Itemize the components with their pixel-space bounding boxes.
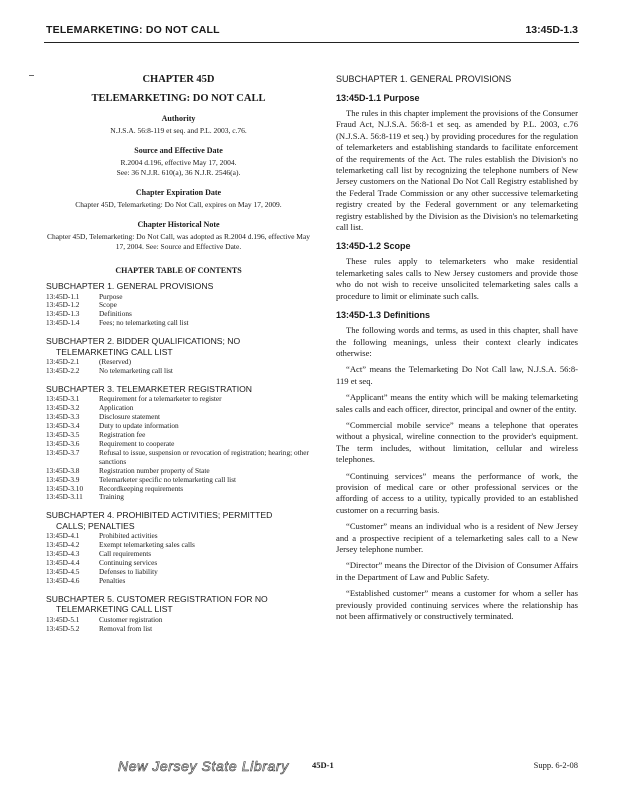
toc-entry-number: 13:45D-5.1: [46, 614, 80, 624]
toc-entry-title: Defenses to liability: [99, 566, 158, 576]
toc-entry-title: Duty to update information: [99, 421, 179, 431]
toc-entry: [46, 422, 311, 431]
authority-text: N.J.S.A. 56:8-119 et seq. and P.L. 2003, c.76.: [110, 126, 247, 135]
toc-entry-title: Recordkeeping requirements: [99, 483, 184, 493]
toc-section-list: [46, 358, 311, 376]
toc-entry-title: Exempt telemarketing sales calls: [99, 540, 195, 550]
toc-entry-number: 13:45D-3.2: [46, 403, 80, 413]
expiration-text: Chapter 45D, Telemarketing: Do Not Call, expires on May 17, 2009.: [75, 200, 282, 209]
toc-subchapter-title: [46, 281, 311, 292]
definition-paragraph: “Established customer” means a customer for whom a seller has previously provided continuing services where the relationship has not been affirmatively or constructively terminated.: [336, 588, 578, 622]
toc-entry-title: Requirement to cooperate: [99, 438, 175, 448]
toc-entry-number: 13:45D-4.1: [46, 531, 80, 541]
toc-entry-number: 13:45D-3.1: [46, 394, 80, 404]
toc-entry-title: No telemarketing call list: [99, 366, 173, 376]
toc-subchapter-title-line: SUBCHAPTER 2. BIDDER QUALIFICATIONS; NO: [46, 336, 241, 347]
toc-section-list: [46, 532, 311, 585]
toc-entry: [46, 293, 311, 302]
toc-entry-title: Scope: [99, 300, 117, 310]
header-rule: [44, 42, 579, 43]
toc-subchapter-title: [46, 510, 311, 531]
chapter-title: TELEMARKETING: DO NOT CALL: [91, 93, 266, 104]
margin-mark: [29, 75, 34, 76]
toc-subchapter-title-continued: TELEMARKETING CALL LIST: [56, 346, 173, 357]
section-text-purpose: The rules in this chapter implement the provisions of the Consumer Fraud Act, N.J.S.A. 56:8-1 et seq. as amended by P.L. 2003, c.76 (N.J.S.A. 56:8-119 et seq.) by providing procedures for the regulation of telemarketers and establishing standards to facilitate enforcement of the requirements of the Act. The rules establish the Division's no telemarketing call list by recognizing the telephone numbers of New Jersey customers on the National Do Not Call Registry established by the Federal Trade Commission or any other successive telemarketing registry created by the Federal government or any telemarketing registry established by the Division as the Division's no telemarketing call list.: [336, 108, 578, 233]
running-header-title: TELEMARKETING: DO NOT CALL: [46, 24, 220, 36]
toc-entry-title: Registration fee: [99, 430, 146, 440]
toc-entry-title: Removal from list: [99, 623, 153, 633]
page-number: 45D-1: [312, 760, 334, 770]
toc-entry-title: Prohibited activities: [99, 531, 158, 541]
toc-entry-title: Refusal to issue, suspension or revocation of registration; hearing; other sanctions: [99, 447, 309, 466]
toc-entry-title: Training: [99, 492, 124, 502]
definition-paragraph: “Commercial mobile service” means a telephone that operates without a physical, wireline connection to the provider's equipment. The term includes, without limitation, cellular and wireless telephones.: [336, 419, 578, 465]
toc-entry-number: 13:45D-4.6: [46, 575, 80, 585]
toc-entry: [46, 568, 311, 577]
definition-paragraph: The following words and terms, as used in this chapter, shall have the following meanings, unless their context clearly indicates otherwise:: [336, 325, 578, 358]
toc-entry: [46, 493, 311, 502]
toc-entry-title: Call requirements: [99, 549, 152, 559]
section-text-scope: These rules apply to telemarketers who make residential telemarketing sales calls to New Jersey customers and provide those who do not wish to receive unsolicited telemarketing sales calls a procedure to limit or eliminate such calls.: [336, 256, 578, 301]
toc-entry-number: 13:45D-3.6: [46, 438, 80, 448]
toc-entry-number: 13:45D-3.10: [46, 483, 84, 493]
section-heading-scope: 13:45D-1.2 Scope: [336, 241, 411, 252]
toc-entry: [46, 616, 311, 625]
toc-entry-number: 13:45D-1.1: [46, 291, 80, 301]
toc-entry-number: 13:45D-2.2: [46, 366, 80, 376]
right-column: [336, 74, 578, 622]
toc-entry-number: 13:45D-4.3: [46, 549, 80, 559]
toc-entry-number: 13:45D-4.5: [46, 566, 80, 576]
toc-entry: [46, 577, 311, 586]
toc-entry-title: Customer registration: [99, 614, 163, 624]
source-line-2: See: 36 N.J.R. 610(a), 36 N.J.R. 2546(a).: [116, 168, 241, 177]
toc-subchapter-title-continued: TELEMARKETING CALL LIST: [56, 604, 173, 615]
toc-entry-title: Requirement for a telemarketer to register: [99, 394, 222, 404]
section-heading-purpose: 13:45D-1.1 Purpose: [336, 93, 420, 103]
toc-subchapter-title: [46, 336, 311, 357]
toc-entry-number: 13:45D-3.7: [46, 447, 80, 457]
toc-entry-title: Penalties: [99, 575, 126, 585]
section-heading-definitions: 13:45D-1.3 Definitions: [336, 310, 431, 321]
definition-paragraph: “Act” means the Telemarketing Do Not Call law, N.J.S.A. 56:8-119 et seq.: [336, 364, 578, 386]
toc-entry: [46, 431, 311, 440]
toc-entry: [46, 319, 311, 328]
toc-entry-number: 13:45D-3.8: [46, 465, 80, 475]
toc-entry-title: Continuing services: [99, 558, 158, 568]
expiration-heading: Chapter Expiration Date: [135, 188, 222, 197]
toc-section-list: [46, 616, 311, 634]
toc-entry: [46, 541, 311, 550]
table-of-contents: [46, 281, 311, 634]
authority-heading: Authority: [161, 114, 196, 123]
toc-entry: [46, 550, 311, 559]
left-column: [46, 74, 311, 634]
toc-section-list: [46, 395, 311, 502]
toc-entry-number: 13:45D-3.9: [46, 474, 80, 484]
toc-entry-number: 13:45D-1.2: [46, 300, 80, 310]
toc-entry-number: 13:45D-3.4: [46, 421, 80, 431]
source-text: [46, 158, 311, 178]
toc-entry-number: 13:45D-4.2: [46, 540, 80, 550]
historical-heading: Chapter Historical Note: [137, 220, 220, 229]
supplement-date: Supp. 6-2-08: [533, 760, 578, 770]
source-heading: Source and Effective Date: [134, 146, 223, 155]
toc-entry-number: 13:45D-3.3: [46, 412, 80, 422]
toc-entry: [46, 358, 311, 367]
toc-entry-title: Definitions: [99, 309, 132, 319]
toc-entry: [46, 301, 311, 310]
toc-entry-title: Telemarketer specific no telemarketing call list: [99, 474, 237, 484]
historical-text: Chapter 45D, Telemarketing: Do Not Call, was adopted as R.2004 d.196, effective May 17, 2004. See: Source and Effective Date.: [46, 232, 311, 251]
definition-paragraph: “Director” means the Director of the Division of Consumer Affairs in the Department of Law and Public Safety.: [336, 560, 578, 582]
running-header-section: 13:45D-1.3: [525, 24, 578, 36]
library-watermark: New Jersey State Library: [118, 758, 289, 774]
toc-entry-number: 13:45D-3.5: [46, 430, 80, 440]
toc-entry-title: Purpose: [99, 291, 123, 301]
toc-entry: [46, 404, 311, 413]
toc-section-list: [46, 293, 311, 329]
toc-subchapter-title: [46, 384, 311, 395]
chapter-number: CHAPTER 45D: [142, 74, 215, 85]
toc-subchapter-title: [46, 594, 311, 615]
toc-entry-title: Fees; no telemarketing call list: [99, 318, 189, 328]
toc-subchapter-title-line: SUBCHAPTER 4. PROHIBITED ACTIVITIES; PERMITTED: [46, 510, 273, 521]
toc-subchapter-title-line: SUBCHAPTER 5. CUSTOMER REGISTRATION FOR NO: [46, 593, 268, 604]
toc-entry-number: 13:45D-5.2: [46, 623, 80, 633]
toc-subchapter-title-line: SUBCHAPTER 1. GENERAL PROVISIONS: [46, 281, 214, 291]
toc-entry: [46, 625, 311, 634]
definition-paragraph: “Applicant” means the entity which will be making telemarketing sales calls and each officer, director, principal and owner of the entity.: [336, 392, 578, 414]
toc-entry: [46, 559, 311, 568]
definition-paragraph: “Continuing services” means the performance of work, the provision of medical care or other professional services or the affording of access to a utility, typically provided to an established customer on a recurring basis.: [336, 470, 578, 515]
toc-entry: [46, 367, 311, 376]
toc-entry-number: 13:45D-1.3: [46, 309, 80, 319]
toc-entry-number: 13:45D-2.1: [46, 357, 80, 367]
toc-entry-title: Disclosure statement: [99, 412, 160, 422]
toc-subchapter-title-continued: CALLS; PENALTIES: [56, 520, 135, 531]
toc-entry-title: Registration number property of State: [99, 465, 210, 475]
toc-entry-title: Application: [99, 403, 134, 413]
toc-entry: [46, 395, 311, 404]
toc-heading: CHAPTER TABLE OF CONTENTS: [115, 266, 242, 275]
toc-entry-number: 13:45D-1.4: [46, 318, 80, 328]
toc-entry-number: 13:45D-4.4: [46, 558, 80, 568]
subchapter-heading: SUBCHAPTER 1. GENERAL PROVISIONS: [336, 74, 512, 84]
toc-entry-number: 13:45D-3.11: [46, 492, 83, 502]
source-line-1: R.2004 d.196, effective May 17, 2004.: [120, 158, 237, 167]
toc-subchapter-title-line: SUBCHAPTER 3. TELEMARKETER REGISTRATION: [46, 383, 252, 394]
toc-entry-title: (Reserved): [99, 357, 132, 367]
toc-entry: [46, 485, 311, 494]
toc-entry: [46, 449, 311, 467]
definition-paragraph: “Customer” means an individual who is a resident of New Jersey and a prospective recipient of a telemarketing sales call to a New Jersey telephone number.: [336, 521, 578, 554]
